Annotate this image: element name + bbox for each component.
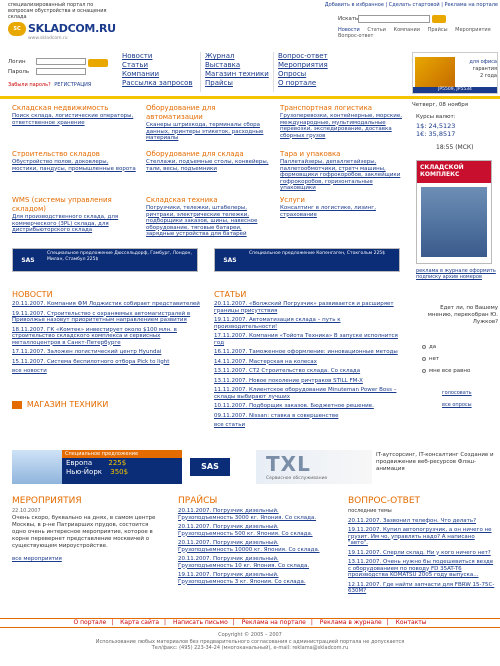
site-slogan: специализированный портал по вопросам обустройства и оснащения склада: [8, 2, 107, 20]
banner-text: Специальное предложение Копенгаген, Стокгольм 225$: [249, 251, 386, 256]
offer-city: Нью-Йорк: [66, 468, 102, 476]
currency-eur: 1€: 35,8517: [416, 130, 456, 138]
category-body: Консалтинг в логистике, лизинг, страхование: [280, 205, 376, 218]
ad-image: [415, 57, 455, 87]
event-block: [12, 508, 162, 563]
login-input[interactable]: [36, 58, 86, 65]
yellow-divider: [0, 96, 500, 99]
copyright-notice: Использование любых материалов без предварительного согласования с администрацией портала не допускается: [95, 638, 405, 645]
article-item[interactable]: 17.11.2007. Компания «Тойота Техника» В запуске исполнится год: [214, 333, 398, 346]
txl-subtitle: Сервисное обслуживание: [266, 476, 328, 481]
articles-list: [214, 301, 404, 432]
txl-logo: TXL: [266, 452, 311, 476]
nav-events[interactable]: Мероприятия: [278, 61, 328, 69]
footer-nav: О портале | Карта сайта | Написать письмо | Реклама на портале | Реклама в журнале | Контакты: [0, 618, 500, 628]
offer-city: Европа: [66, 459, 93, 467]
category-title: Оборудование для склада: [146, 150, 244, 158]
category-body: Сканеры штрихкода, терминалы сбора данных, принтеры этикеток, расходные материалы: [146, 122, 264, 141]
vote-button[interactable]: голосовать: [442, 390, 472, 396]
banner-sas-wide[interactable]: [12, 450, 246, 484]
current-time: 18:55 (МСК): [436, 144, 474, 151]
nav-about[interactable]: О портале: [278, 79, 317, 87]
articles-title: СТАТЬИ: [214, 290, 247, 299]
news-item[interactable]: 17.11.2007. Заложен логистический центр Hyundai: [12, 349, 162, 355]
article-item[interactable]: 20.11.2007. «Волжский Погрузчик» развивается и расширяет границы присутствия: [214, 301, 394, 314]
ad-top-right[interactable]: [412, 52, 498, 94]
price-item[interactable]: 20.11.2007. Погрузчик дизельный. Грузоподъемность 500 кг. Япония. Со склада.: [178, 524, 313, 537]
logo-icon: SC: [8, 22, 26, 36]
news-item[interactable]: 15.11.2007. Система беспилотного отбора Pick to light: [12, 358, 170, 365]
article-item[interactable]: 14.11.2007. Мастерская на колесах: [214, 358, 317, 365]
nav-col-3: [278, 52, 348, 88]
category-automation[interactable]: [146, 104, 270, 142]
search-button[interactable]: [432, 15, 446, 23]
offer-price: 225$: [108, 459, 127, 467]
shop-link[interactable]: [12, 400, 192, 409]
category-title: Складская техника: [146, 196, 218, 204]
nav-articles[interactable]: Статьи: [122, 61, 149, 69]
nav-col-2: [205, 52, 275, 88]
search-tab-companies[interactable]: Компании: [393, 27, 420, 33]
poll-option-label: мне все равно: [429, 368, 471, 374]
nav-requests[interactable]: Рассылка запросов: [122, 79, 193, 87]
sas-logo: SAS: [13, 249, 43, 271]
magazine-image: [421, 187, 487, 257]
news-item[interactable]: 20.11.2007. Компания ФМ Лоджистик собирает представителей: [12, 301, 200, 307]
news-item[interactable]: 18.11.2007. ГК «Комтек» инвестирует около $100 млн. в строительство складского комплекса и сервисных металлоцентров в Санкт-Петербурге: [12, 326, 177, 346]
currency-label: Курсы валют:: [416, 114, 456, 120]
ad-line: для офиса: [469, 59, 497, 65]
banner-text: Специальное предложение Дюссельдорф, Гамбург, Лондон, Милан, Стамбул 225$: [47, 251, 192, 262]
register-link[interactable]: РЕГИСТРАЦИЯ: [54, 82, 92, 88]
ad-text: [457, 59, 497, 80]
logo-text: SKLADCOM.RU: [28, 22, 116, 35]
category-title: Услуги: [280, 196, 305, 204]
all-news-link[interactable]: все новости: [12, 368, 47, 374]
article-item[interactable]: 19.11.2007. Автоматизация склада – путь к производительности!: [214, 317, 341, 330]
ad-line: 2 года: [480, 73, 497, 79]
nav-col-1: [122, 52, 202, 88]
article-item[interactable]: 13.11.2007. СТ2 Строительство склада. Со склада: [214, 368, 361, 374]
article-item[interactable]: 16.11.2007. Таможенное оформление: инновационные методы: [214, 349, 398, 355]
login-label: Логин: [8, 59, 26, 65]
password-input[interactable]: [36, 68, 86, 75]
search-input[interactable]: [358, 15, 430, 23]
category-equipment[interactable]: [146, 150, 270, 172]
shop-title: МАГАЗИН ТЕХНИКИ: [26, 400, 109, 409]
article-item[interactable]: 10.11.2007. Подборщик заказов. Бюджетное решение.: [214, 403, 374, 409]
footer-contacts[interactable]: Контакты: [395, 619, 427, 626]
footer-ads-portal[interactable]: Реклама на портале: [241, 619, 306, 626]
price-item[interactable]: 20.11.2007. Погрузчик дизельный. Грузоподъемность 10 кг. Япония. Со склада.: [178, 556, 310, 569]
category-construction[interactable]: [12, 150, 136, 172]
nav-news[interactable]: Новости: [122, 52, 153, 60]
qa-item[interactable]: 19.11.2007. Купил автопогрузчик, а он ничего не грузит. Им чо, управлять надо? А написано "авто".: [348, 527, 492, 546]
qa-item[interactable]: 12.11.2007. Где найти запчасти для FBRW 15-75C-630M?: [348, 581, 495, 594]
category-body: Обустройство полов, доковлеры, мостики, пандусы, промышленные ворота: [12, 159, 136, 172]
magazine-title: СКЛАДСКОЙ КОМПЛЕКС: [417, 161, 491, 183]
footer-about[interactable]: О портале: [73, 619, 107, 626]
category-transport[interactable]: [280, 104, 404, 139]
magazine-links[interactable]: реклама в журнале оформить подписку архив номеров: [416, 268, 496, 280]
poll-option-yes[interactable]: [422, 344, 436, 350]
news-list: [12, 301, 200, 378]
category-machinery[interactable]: [146, 196, 270, 238]
banner-right: [182, 450, 246, 484]
article-item[interactable]: 13.11.2007. Новое поколение ричтраков STILL FM-X: [214, 377, 363, 384]
article-item[interactable]: 11.11.2007. Клиентское оборудование Minuteman Power Boss – склады выбирают лучших: [214, 387, 397, 400]
ad-line: гарантия: [472, 66, 497, 72]
category-body: Погрузчики, тележки, штабелеры, ричтраки, электрические тележки, подборщики заказов, шины, навесное оборудование, тяговые батареи, зарядные устройства для батарей: [146, 205, 258, 237]
category-title: Транспортная логистика: [280, 104, 373, 112]
category-packaging[interactable]: [280, 150, 404, 192]
nav-companies[interactable]: Компании: [122, 70, 160, 78]
banner-sas-2[interactable]: [214, 248, 400, 272]
nav-divider: [273, 52, 274, 92]
qa-list: [348, 508, 496, 598]
category-wms[interactable]: [12, 196, 136, 234]
plane-image: [12, 450, 62, 484]
price-item[interactable]: 19.11.2007. Погрузчик дизельный. Грузоподъемность 3 кг. Япония. Со склада.: [178, 572, 306, 585]
copyright-line: Copyright © 2005 – 2007: [218, 632, 282, 638]
all-polls-link[interactable]: все опросы: [442, 402, 472, 408]
contact-line: Тел/факс: (495) 223-34-24 (многоканальный), e-mail: reklama@skladcom.ru: [151, 645, 349, 651]
prices-list: [178, 508, 326, 588]
category-title: Оборудование для автоматизации: [146, 104, 216, 121]
nav-shop[interactable]: Магазин техники: [205, 70, 269, 78]
top-links[interactable]: Добавить в избранное | Сделать стартовой | Реклама на портале: [324, 2, 498, 8]
category-body: Для производственного склада, для коммерческого (3PL) склада, для дистрибьюторского склада: [12, 214, 119, 233]
site-logo[interactable]: [8, 14, 116, 42]
nav-divider: [200, 52, 201, 92]
qa-item[interactable]: 19.11.2007. Сперли склад. Ни у кого ничего нет?: [348, 549, 491, 556]
news-item[interactable]: 19.11.2007. Строительство с охраняемых автомагистралей в Приволжье назовут приоритетным направлением развития: [12, 310, 191, 323]
search-tab-news[interactable]: Новости: [338, 27, 360, 33]
logo-url: www.skladcom.ru: [28, 36, 68, 41]
events-title: МЕРОПРИЯТИЯ: [12, 496, 82, 506]
login-links: [8, 82, 91, 88]
password-label: Пароль: [8, 69, 30, 75]
nav-polls[interactable]: Опросы: [278, 70, 307, 78]
price-item[interactable]: 20.11.2007. Погрузчик дизельный. Грузоподъемность 10000 кг. Япония. Со склада.: [178, 540, 320, 553]
all-articles-link[interactable]: все статьи: [214, 422, 246, 428]
footer-ads-journal[interactable]: Реклама в журнале: [319, 619, 382, 626]
sas-logo: SAS: [190, 458, 230, 476]
category-title: WMS (системы управления складом): [12, 196, 112, 213]
poll-question: Едет ли, по Вашему мнению, перекобран Ю. Лужков?: [427, 305, 498, 325]
all-events-link[interactable]: все мероприятия: [12, 556, 62, 562]
radio-icon: [422, 357, 426, 361]
offer-price: 350$: [110, 468, 129, 476]
category-warehouse-realty[interactable]: [12, 104, 136, 126]
poll-option-label: нет: [429, 356, 440, 362]
qa-subtitle: последние темы: [348, 508, 392, 514]
login-button[interactable]: [88, 59, 108, 67]
qa-title: ВОПРОС-ОТВЕТ: [348, 496, 421, 506]
prices-title: ПРАЙСЫ: [178, 496, 218, 506]
article-item[interactable]: 09.11.2007. Nissan: ставка в совершенстве: [214, 412, 339, 419]
category-body: Поиск склада, логистические операторы, ответственное хранение: [12, 113, 134, 126]
category-title: Складская недвижимость: [12, 104, 109, 112]
category-title: Строительство складов: [12, 150, 100, 158]
ad-bar: JP5509, JP5534: [413, 87, 497, 93]
radio-icon: [422, 369, 426, 373]
category-body: Стеллажи, подъемные столы, конвейеры, тали, весы, подъемники: [146, 159, 269, 172]
current-date: Четверг, 08 ноября: [412, 102, 469, 108]
qa-item[interactable]: 20.11.2007. Зазвонил телефон. Что делать?: [348, 517, 477, 524]
forgot-password-link[interactable]: Забыли пароль?: [8, 82, 51, 88]
category-services[interactable]: [280, 196, 404, 218]
poll-option-no[interactable]: [422, 356, 439, 362]
nav-qa[interactable]: Вопрос-ответ: [278, 52, 328, 60]
nav-prices[interactable]: Прайсы: [205, 79, 233, 87]
search-tab-prices[interactable]: Прайсы: [427, 27, 448, 33]
offer-label: Специальное предложение: [62, 450, 182, 458]
event-text: Очень скоро, буквально на днях, в самом центре Москвы, в р-не Патриарших прудов, состоится одно очень интересное мероприятие, которое в корне перевернет представление москвичей о существующем мироустройстве.: [12, 515, 156, 549]
banner-sas-1[interactable]: [12, 248, 198, 272]
radio-icon: [422, 345, 426, 349]
price-item[interactable]: 20.11.2007. Погрузчик дизельный. Грузоподъемность 3000 кг. Япония. Со склада.: [178, 508, 317, 521]
banner-it-services[interactable]: [372, 450, 498, 484]
banner-offer: [62, 450, 182, 484]
login-box: [8, 52, 118, 94]
search-tabs: [338, 27, 498, 39]
sas-logo: SAS: [215, 249, 245, 271]
currency-usd: 1$: 24,5123: [416, 122, 456, 130]
forklift-icon: [12, 401, 22, 409]
category-title: Тара и упаковка: [280, 150, 341, 158]
category-body: Паллетайзеры, депаллетайзеры, паллетообмотчики, стретч машины, формовщики гофрокоробов, заклейщики гофрокоробов, горизонтальные упаковщики: [280, 159, 401, 191]
news-title: НОВОСТИ: [12, 290, 53, 299]
search-tab-events[interactable]: Мероприятия: [455, 27, 491, 33]
qa-item[interactable]: 13.11.2007. Очень нужно бы подешевиться везде с оборудованием по поводу FD 35AT-T6 производства KOMATSU 2005 году выпуска...: [348, 559, 494, 578]
nav-exhibition[interactable]: Выставка: [205, 61, 241, 69]
footer-write[interactable]: Написать письмо: [172, 619, 228, 626]
copyright: [0, 632, 500, 652]
poll-option-label: да: [429, 344, 437, 350]
banner-txl[interactable]: [256, 450, 372, 484]
right-column: [412, 100, 500, 480]
it-services-text: IT-аутсорсинг, IT-консалтинг Создание и продвижение веб-ресурсов Флэш-анимация: [376, 452, 494, 472]
magazine-cover[interactable]: [416, 160, 492, 264]
nav-journal[interactable]: Журнал: [205, 52, 235, 60]
search-tab-articles[interactable]: Статьи: [367, 27, 386, 33]
footer-sitemap[interactable]: Карта сайта: [120, 619, 160, 626]
category-body: Грузоперевозки, контейнерные, морские, международные, мультимодальные перевозки, экспедирование, доставка сборных грузов: [280, 113, 402, 139]
search-tab-qa[interactable]: Вопрос-ответ: [338, 33, 374, 39]
event-date: 22.10.2007: [12, 508, 41, 514]
poll-option-dontcare[interactable]: [422, 368, 470, 374]
search-label: Искать: [338, 16, 359, 22]
